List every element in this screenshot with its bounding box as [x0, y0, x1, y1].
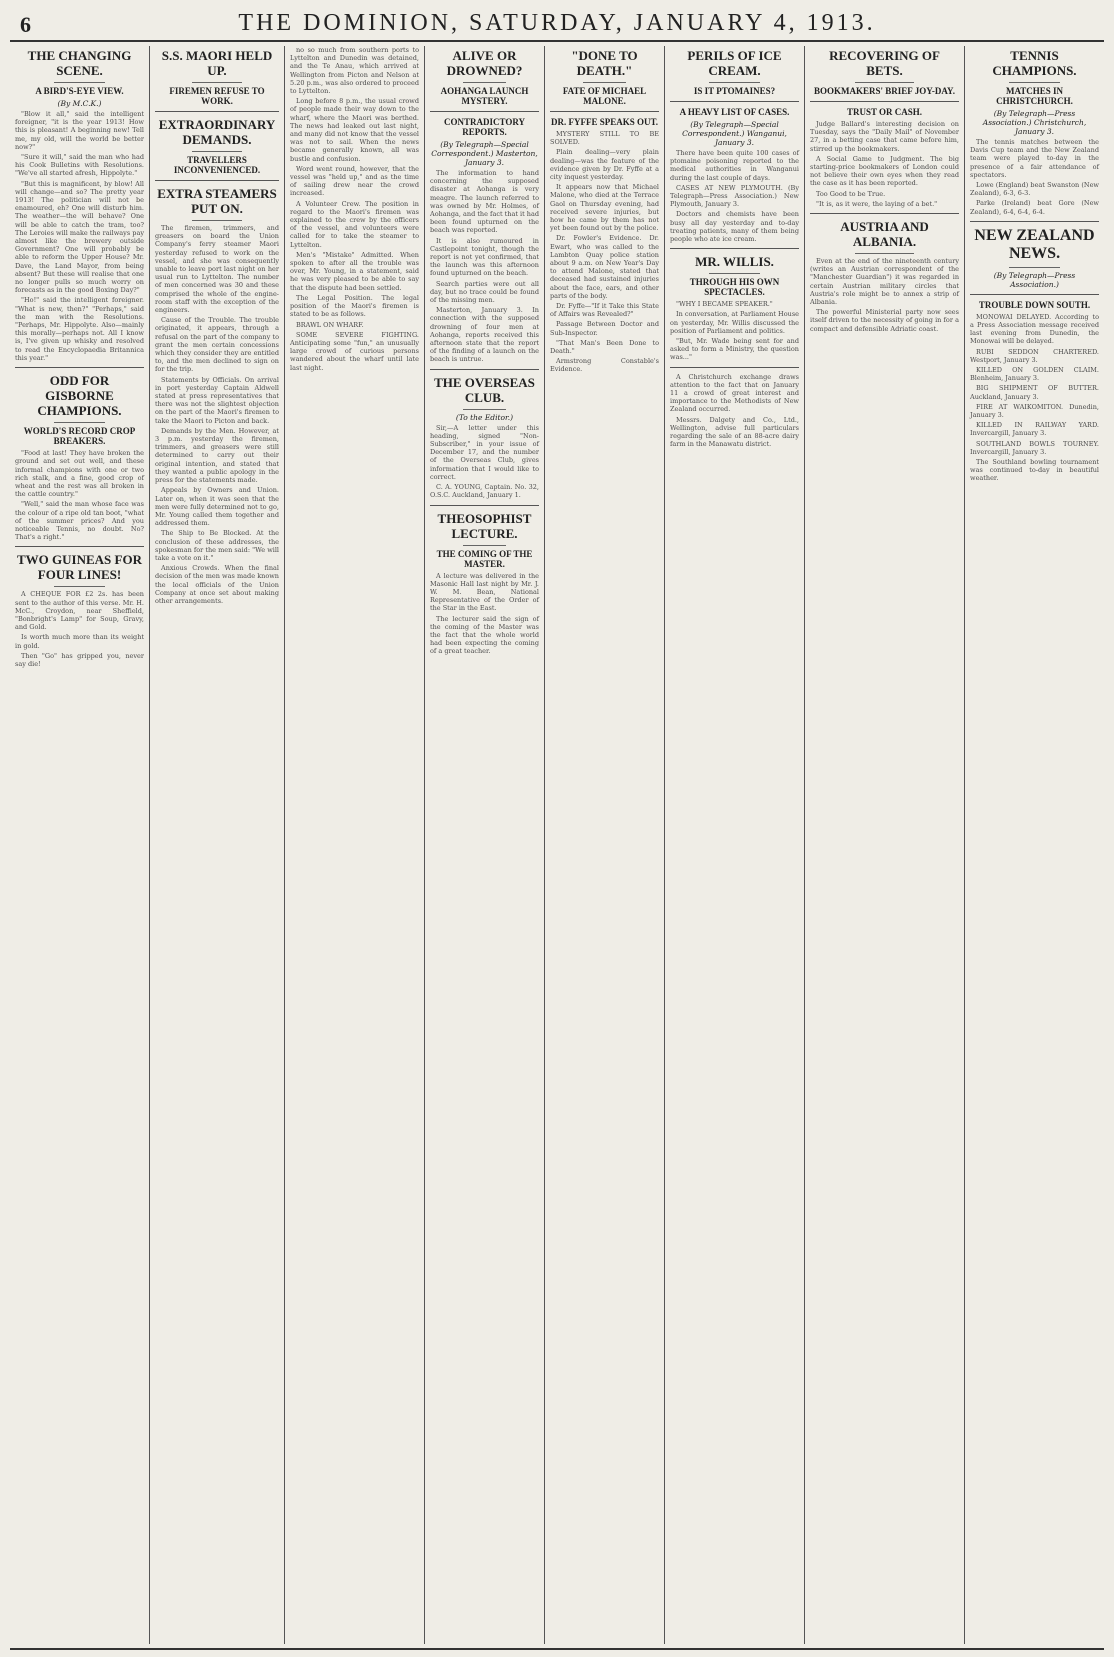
article-paragraph: Sir,—A letter under this heading, signed "Non-Subscriber," in your issue of December 17, and the number of the Overseas Club, gives information that I would like to correct.: [430, 423, 539, 481]
article-subhead: THROUGH HIS OWN SPECTACLES.: [689, 277, 780, 298]
article-byline: (By M.C.K.): [57, 99, 102, 108]
article-headline: EXTRAORDINARY DEMANDS.: [158, 117, 276, 147]
column-1: [10, 46, 150, 1644]
article-paragraph: Masterton, January 3. In connection with the supposed drowning of four men at Aohanga, reports received this afternoon state that the report of the finding of a launch on the beach is untrue.: [430, 306, 539, 364]
article-body: [810, 120, 959, 208]
article-subhead: IS IT PTOMAINES?: [693, 86, 776, 96]
headline-rule: [463, 82, 507, 83]
article-paragraph: A CHEQUE FOR £2 2s. has been sent to the author of this verse. Mr. H. McC., Croydon, near Sheffield, "Bonbright's Lamp" for Soup, Gravy, and Gold.: [15, 590, 144, 632]
article-paragraph: BIG SHIPMENT OF BUTTER. Auckland, January 3.: [970, 384, 1099, 401]
article-subhead: CONTRADICTORY REPORTS.: [443, 117, 526, 137]
article-paragraph: A Social Game to Judgment. The big starting-price bookmakers of London could not believe their own eyes when they read the case as it has been reported.: [810, 154, 959, 188]
headline-rule: [855, 82, 915, 83]
article-subhead: FIREMEN REFUSE TO WORK.: [169, 86, 265, 106]
article-paragraph: KILLED IN RAILWAY YARD. Invercargill, January 3.: [970, 421, 1099, 438]
article-body: [15, 590, 144, 668]
headline-rule: [583, 82, 627, 83]
article-byline: (By Telegraph—Special Correspondent.) Masterton, January 3.: [431, 140, 538, 167]
headline-rule: [54, 586, 106, 587]
headline-rule: [709, 273, 761, 274]
article-paragraph: Dr. Fowler's Evidence. Dr. Ewart, who was called to the Lambton Quay police station about 9 a.m. on New Year's Day to attend Malone, stated that deceased had sustained injuries about the face, ears, and other parts of the body.: [550, 234, 659, 300]
article-body: [670, 300, 799, 361]
article-paragraph: The powerful Ministerial party now sees itself driven to the necessity of going in for a compact and defensible Adriatic coast.: [810, 308, 959, 333]
article-body: [430, 424, 539, 500]
article-paragraph: Appeals by Owners and Union. Later on, when it was seen that the men were fully determined not to go, Mr. Young called them together and addressed them.: [155, 486, 279, 528]
article-paragraph: Then "Go" has gripped you, never say die!: [15, 651, 144, 668]
page-number: 6: [20, 12, 31, 37]
article-separator: [15, 546, 144, 547]
article-paragraph: Plain dealing—very plain dealing—was the feature of the evidence given by Dr. Fyffe at a city inquest yesterday.: [550, 148, 659, 182]
article-body: [970, 313, 1099, 483]
article-paragraph: "Ho!" said the intelligent foreigner. "What is new, then?" "Perhaps," said the man with the Resolutions. "Perhaps, Mr. Hippolyte. Also—mainly this morally—perhaps not. All I know is, I've given up whisky and resolved to read the Encyclopaedia Britannica this year.": [15, 296, 144, 362]
article-paragraph: In conversation, at Parliament House on yesterday, Mr. Willis discussed the position of Parliament and politics.: [670, 310, 799, 335]
headline-rule: [1009, 267, 1061, 268]
article-paragraph: The firemen, trimmers, and greasers on board the Union Company's ferry steamer Maori yesterday refused to work on the vessel, and she was consequently unable to leave port last night on her usual run to Lyttelton. The number of men concerned was 30 and these comprised the whole of the engine-room staff with the exception of the engineers.: [155, 224, 279, 315]
article-paragraph: Men's "Mistake" Admitted. When spoken to after all the trouble was over, Mr. Young, in a statement, said he was very pleased to be able to say that the dispute had been settled.: [290, 250, 419, 292]
article-headline: ODD FOR GISBORNE CHAMPIONS.: [37, 373, 122, 419]
article-body: [430, 169, 539, 364]
article-headline: RECOVERING OF BETS.: [829, 48, 940, 78]
article-paragraph: Passage Between Doctor and Sub-Inspector.: [550, 320, 659, 337]
article-paragraph: "But, Mr. Wade being sent for and asked to form a Ministry, the question was...": [670, 337, 799, 362]
article-headline: EXTRA STEAMERS PUT ON.: [157, 186, 277, 216]
headline-rule: [463, 409, 507, 410]
article-paragraph: "But this is magnificent, by blow! All will change—and so? The pretty year 1913! The politician will not be enamoured, eh? One will disturb him. The weather—the will behave? One will be able to catch the tram, too? The Leroies will make the railways pay almost like the brewery outside Government? One will probably be able to reform the Upper House? Mr. Dave, the Land Mayor, from being absent? But these will realise that one no longer pulls so much worry on forecasts as in the good Boxing Day?": [15, 179, 144, 295]
article-byline: (By Telegraph—Press Association.) Christchurch, January 3.: [982, 109, 1087, 136]
article-paragraph: "It is, as it were, the laying of a bet.": [816, 199, 938, 208]
article-paragraph: Demands by the Men. However, at 3 p.m. yesterday the firemen, trimmers, and greasers were still determined to carry out their original intention, and stated that they wanted a public apology in the press for the statements made.: [155, 426, 279, 485]
article-separator: [970, 221, 1099, 222]
article-paragraph: MYSTERY STILL TO BE SOLVED.: [550, 130, 659, 147]
article-paragraph: Anxious Crowds. When the final decision of the men was made known the local officials of the Union Company at once set about making other arrangements.: [155, 564, 279, 605]
article-paragraph: The Southland bowling tournament was continued to-day in beautiful weather.: [970, 458, 1099, 483]
article-subhead: BOOKMAKERS' BRIEF JOY-DAY.: [814, 86, 955, 96]
article-paragraph: no so much from southern ports to Lyttelton and Dunedin was detained, and the Te Anau, which arrived at Wellington from Picton and Nelson at 5.20 p.m., was also ordered to proceed to Lyttelton.: [290, 46, 419, 96]
article-headline: THE OVERSEAS CLUB.: [434, 374, 535, 405]
article-paragraph: The Ship to Be Blocked. At the conclusion of these addresses, the spokesman for the men said: "We will take a vote on it.": [155, 529, 279, 562]
article-separator: [810, 213, 959, 214]
article-paragraph: "Blow it all," said the intelligent foreigner, "it is the year 1913! How this is pleasant! A beginning new! Tell me, my old, will the world be better now?": [15, 110, 144, 151]
article-paragraph: SOME SEVERE FIGHTING. Anticipating some "fun," an unusually large crowd of curious persons wandered about the wharf until late last night.: [290, 330, 419, 372]
article-paragraph: The Legal Position. The legal position of the Maori's firemen is stated to be as follows.: [290, 293, 419, 319]
article-subhead: MATCHES IN CHRISTCHURCH.: [996, 86, 1073, 106]
article-subhead: A BIRD'S-EYE VIEW.: [35, 86, 124, 96]
article-paragraph: A lecture was delivered in the Masonic Hall last night by Mr. J. W. M. Bean, National Representative of the Order of the Star in the East.: [430, 571, 539, 613]
article-paragraph: A Volunteer Crew. The position in regard to the Maori's firemen was explained to the crew by the officers of the vessel, and volunteers were called for to take the steamer to Lyttelton.: [290, 199, 419, 249]
article-paragraph: RUBI SEDDON CHARTERED. Westport, January 3.: [970, 347, 1099, 364]
article-subhead: TROUBLE DOWN SOUTH.: [978, 299, 1091, 310]
article-subhead: A HEAVY LIST OF CASES.: [679, 107, 790, 117]
article-body: [15, 110, 144, 362]
article-body: [430, 572, 539, 656]
article-headline: NEW ZEALAND NEWS.: [974, 226, 1095, 262]
article-paragraph: KILLED ON GOLDEN CLAIM. Blenheim, January 3.: [970, 366, 1099, 383]
article-paragraph: Search parties were out all day, but no trace could be found of the missing men.: [430, 279, 539, 305]
article-body: [810, 257, 959, 333]
article-paragraph: It appears now that Michael Malone, who died at the Terrace Gaol on Thursday evening, had received severe injuries, but how he came by them has not yet been found out by the police.: [550, 183, 659, 233]
headline-rule: [1009, 82, 1061, 83]
article-subhead: TRAVELLERS INCONVENIENCED.: [173, 155, 261, 175]
headline-rule: [54, 82, 106, 83]
article-paragraph: MONOWAI DELAYED. According to a Press Association message received last evening from Dunedin, the Monowai will be delayed.: [970, 312, 1099, 346]
article-separator: [155, 180, 279, 181]
article-headline: THEOSOPHIST LECTURE.: [437, 510, 532, 541]
article-paragraph: Word went round, however, that the vessel was "held up," and as the time of sailing drew near the crowd increased.: [290, 164, 419, 198]
article-paragraph: The lecturer said the sign of the coming of the Master was the fact that the whole world had been expecting the coming of a great teacher.: [430, 614, 539, 656]
article-body: [15, 449, 144, 541]
article-paragraph: "Food at last! They have broken the ground and set out well, and these informal champions with one or two rich stalk, and a fine, good crop of wheat and the rest was all broken in the cattle country.": [15, 449, 144, 499]
article-byline: (To the Editor.): [455, 412, 514, 422]
newspaper-title: THE DOMINION, SATURDAY, JANUARY 4, 1913.: [238, 10, 876, 36]
masthead-rule: [10, 40, 1104, 42]
article-paragraph: Statements by Officials. On arrival in port yesterday Captain Aldwell stated at press representatives that there was not the slightest objection on the part of the Maori's firemen to take the Maori to Picton and back.: [155, 375, 279, 425]
headline-rule: [463, 545, 507, 546]
headline-rule: [855, 253, 915, 254]
article-subhead: WORLD'S RECORD CROP BREAKERS.: [23, 426, 136, 447]
article-paragraph: There have been quite 100 cases of ptomaine poisoning reported to the medical authorities in Wanganui during the last couple of days.: [670, 149, 799, 182]
article-separator: [810, 101, 959, 102]
article-paragraph: Is worth much more than its weight in gold.: [15, 633, 144, 650]
article-paragraph: "That Man's Been Done to Death.": [550, 338, 659, 356]
article-paragraph: It is also rumoured in Castlepoint tonight, though the report is not yet confirmed, that the launch was this afternoon found upturned on the beach.: [430, 236, 539, 278]
article-headline: THE CHANGING SCENE.: [27, 48, 132, 78]
article-paragraph: "Sure it will," said the man who had his Cook Bulletins with Resolutions. "We've all started afresh, Hippolyte.": [15, 153, 144, 178]
article-paragraph: Armstrong Constable's Evidence.: [550, 357, 659, 374]
column-7: [805, 46, 965, 1644]
article-subhead: DR. FYFFE SPEAKS OUT.: [550, 117, 659, 127]
article-body: [290, 46, 419, 372]
article-headline: S.S. MAORI HELD UP.: [161, 48, 273, 78]
article-separator: [430, 369, 539, 370]
article-paragraph: "Well," said the man whose face was the colour of a ripe old tan boot, "what of the summer prices? And you noticeable Tennis, no doubt. No? That's a right.": [15, 500, 144, 542]
article-separator: [550, 111, 659, 112]
article-separator: [15, 367, 144, 368]
article-paragraph: CASES AT NEW PLYMOUTH. (By Telegraph—Press Association.) New Plymouth, January 3.: [670, 183, 799, 209]
headline-rule: [192, 220, 242, 221]
article-paragraph: FIRE AT WAIKOMITON. Dunedin, January 3.: [970, 402, 1099, 420]
article-body: [670, 373, 799, 449]
column-4: [425, 46, 545, 1644]
article-byline: (By Telegraph—Press Association.): [993, 270, 1076, 289]
article-paragraph: Judge Ballard's interesting decision on Tuesday, says the "Daily Mail" of November 27, in a betting case that came before him, stirred up the bookmakers.: [810, 120, 959, 153]
article-separator: [155, 111, 279, 112]
article-subhead: TRUST OR CASH.: [846, 107, 923, 117]
headline-rule: [709, 82, 761, 83]
article-subhead: AOHANGA LAUNCH MYSTERY.: [440, 86, 529, 106]
article-headline: AUSTRIA AND ALBANIA.: [840, 219, 929, 250]
article-separator: [430, 505, 539, 506]
article-subhead: THE COMING OF THE MASTER.: [436, 548, 533, 569]
article-separator: [670, 367, 799, 368]
article-paragraph: Too Good to be True.: [816, 189, 886, 198]
headline-rule: [192, 151, 242, 152]
article-paragraph: A Christchurch exchange draws attention to the fact that on January 11 a crowd of great interest and importance to the Methodists of New Zealand occurred.: [670, 372, 799, 414]
headline-rule: [192, 82, 242, 83]
article-paragraph: Even at the end of the nineteenth century (writes an Austrian correspondent of the "Manchester Guardian") it was regarded in certain Austrian military circles that Austria's role might be to annex a strip of Albania.: [810, 257, 959, 307]
article-paragraph: Cause of the Trouble. The trouble originated, it appears, through a refusal on the part of the company to grant the men certain concessions which they consider they are entitled to, and the men declined to sign on for the trip.: [155, 316, 279, 374]
article-paragraph: Lowe (England) beat Swanston (New Zealand), 6-3, 6-3.: [970, 181, 1099, 198]
column-3: [285, 46, 425, 1644]
column-2: [150, 46, 285, 1644]
column-5: [545, 46, 665, 1644]
headline-rule: [54, 422, 106, 423]
article-paragraph: Long before 8 p.m., the usual crowd of people made their way down to the wharf, where the Maori was berthed. The news had leaked out last night, and many did not know that the vessel was not to sail. When the news became generally known, all was bustle and confusion.: [290, 97, 419, 163]
article-body: [550, 130, 659, 374]
article-headline: MR. WILLIS.: [695, 254, 774, 270]
article-paragraph: Doctors and chemists have been busy all day yesterday and to-day treating patients, many of them being people who ate ice cream.: [670, 210, 799, 244]
masthead: [0, 0, 1114, 40]
article-body: [670, 149, 799, 243]
article-headline: TWO GUINEAS FOR FOUR LINES!: [17, 552, 142, 583]
column-6: [665, 46, 805, 1644]
article-headline: ALIVE OR DROWNED?: [446, 48, 523, 78]
article-body: [155, 224, 279, 605]
article-paragraph: C. A. YOUNG, Captain. No. 32, O.S.C. Auckland, January 1.: [430, 483, 539, 500]
article-paragraph: The information to hand concerning the supposed disaster at Aohanga is very meagre. The launch referred to was owned by Mr. Holmes, of Aohanga, and the fact that it had been found upturned on the beach was reported.: [430, 169, 539, 235]
article-separator: [430, 111, 539, 112]
article-separator: [670, 248, 799, 249]
article-separator: [670, 101, 799, 102]
column-8: [965, 46, 1104, 1644]
article-separator: [970, 294, 1099, 295]
article-subhead: FATE OF MICHAEL MALONE.: [562, 86, 647, 106]
article-headline: PERILS OF ICE CREAM.: [687, 48, 782, 78]
article-body: [970, 138, 1099, 216]
article-paragraph: SOUTHLAND BOWLS TOURNEY. Invercargill, January 3.: [970, 439, 1099, 456]
article-paragraph: Parke (Ireland) beat Gore (New Zealand), 6-4, 6-4, 6-4.: [970, 199, 1099, 216]
article-paragraph: "WHY I BECAME SPEAKER.": [676, 300, 773, 309]
article-paragraph: Messrs. Dalgety and Co., Ltd., Wellington, advise full particulars regarding the sale of an 88-acre dairy farm in the Manawatu district.: [670, 415, 799, 449]
article-headline: TENNIS CHAMPIONS.: [992, 48, 1077, 78]
bottom-rule: [10, 1648, 1104, 1650]
article-paragraph: The tennis matches between the Davis Cup team and the New Zealand team were played to-day in the presence of a fair attendance of spectators.: [970, 138, 1099, 179]
article-paragraph: Dr. Fyffe—"If it Take this State of Affairs was Revealed?": [550, 302, 659, 319]
article-headline: "DONE TO DEATH.": [571, 48, 638, 78]
article-paragraph: BRAWL ON WHARF.: [296, 320, 364, 329]
article-byline: (By Telegraph—Special Correspondent.) Wanganui, January 3.: [682, 120, 787, 147]
